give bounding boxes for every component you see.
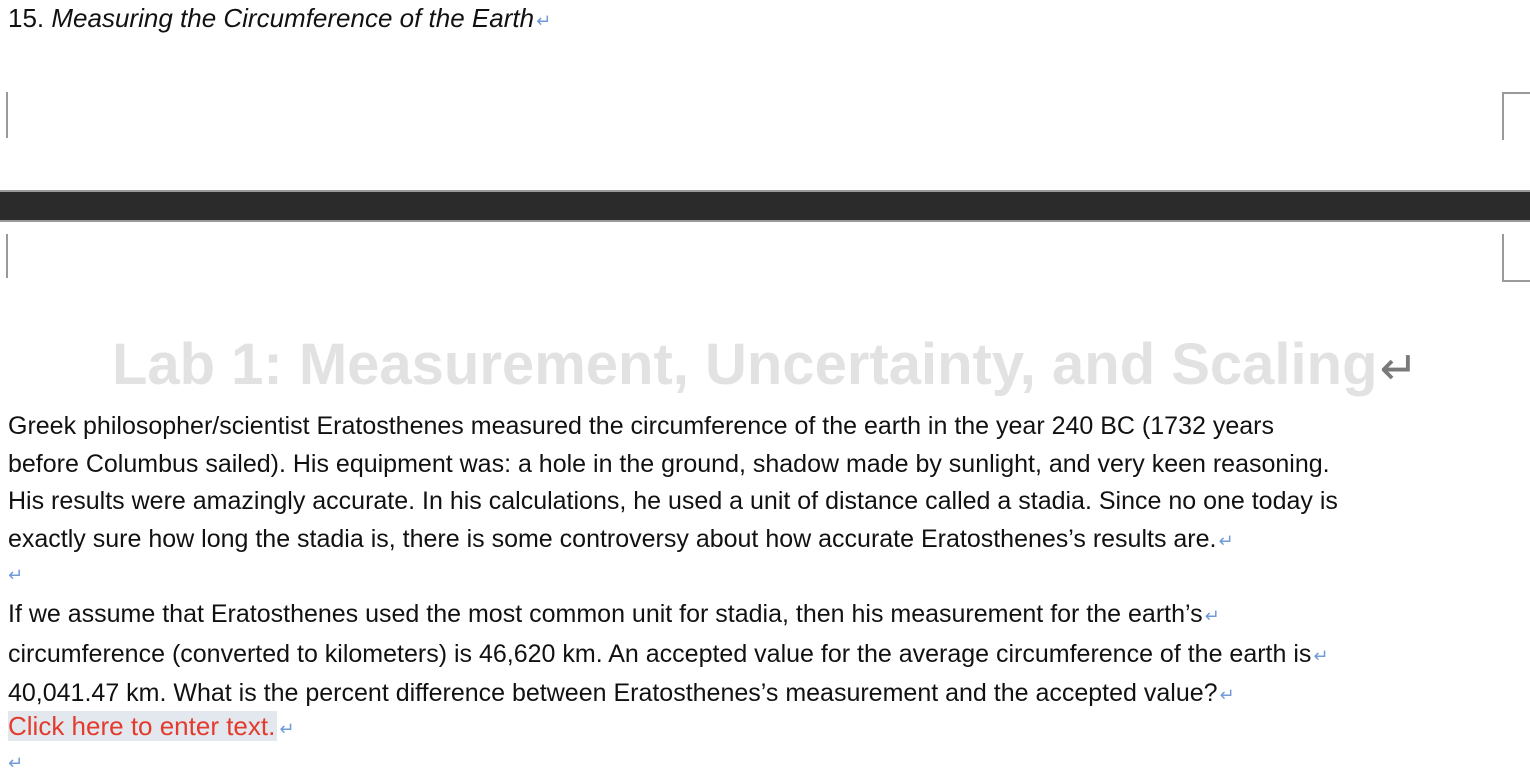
intro-paragraph xyxy=(8,408,1523,560)
empty-paragraph xyxy=(8,560,23,590)
empty-paragraph xyxy=(8,748,23,772)
paragraph-line: His results were amazingly accurate. In his calculations, he used a unit of distance called a stadia. Since no one today is xyxy=(8,487,1338,515)
question-heading xyxy=(8,2,551,37)
paragraph-line: before Columbus sailed). His equipment was: a hole in the ground, shadow made by sunlight, and very keen reasoning. xyxy=(8,449,1330,478)
paragraph-mark-icon: ↵ xyxy=(8,565,24,585)
paragraph-line: 40,041.47 km. What is the percent difference between Eratosthenes’s measurement and the accepted value? ↵ xyxy=(8,679,1235,707)
question-paragraph xyxy=(8,596,1523,715)
lab-title-text: Lab 1: Measurement, Uncertainty, and Scaling xyxy=(111,332,1378,397)
paragraph-line: Greek philosopher/scientist Eratosthenes measured the circumference of the earth in the year 240 BC (1732 years xyxy=(8,412,1274,440)
paragraph-mark-icon: ↵ xyxy=(536,11,552,31)
paragraph-line: exactly sure how long the stadia is, there is some controversy about how accurate Eratosthenes’s results are. ↵ xyxy=(8,524,1234,553)
paragraph-mark-icon: ↵ xyxy=(1219,685,1235,705)
paragraph-line: If we assume that Eratosthenes used the most common unit for stadia, then his measurement for the earth’s ↵ xyxy=(8,600,1220,628)
crop-mark-top-right xyxy=(1502,92,1530,140)
paragraph-mark-icon: ↵ xyxy=(1218,530,1234,551)
paragraph-mark-icon: ↵ xyxy=(8,753,24,772)
paragraph-mark-icon: ↵ xyxy=(1379,342,1419,394)
paragraph-line: circumference (converted to kilometers) is 46,620 km. An accepted value for the average circumference of the earth is ↵ xyxy=(8,639,1329,668)
answer-row xyxy=(8,708,294,744)
paragraph-mark-icon: ↵ xyxy=(1313,645,1329,666)
lab-title-header xyxy=(0,330,1530,403)
crop-mark-bottom-left xyxy=(0,234,8,278)
question-number: 15. xyxy=(8,3,45,33)
page-break-divider xyxy=(0,190,1530,222)
answer-text-field[interactable]: Click here to enter text. xyxy=(8,711,276,741)
paragraph-mark-icon: ↵ xyxy=(279,719,295,739)
crop-mark-bottom-right xyxy=(1502,234,1530,282)
question-title: Measuring the Circumference of the Earth xyxy=(51,3,535,33)
crop-mark-top-left xyxy=(0,92,8,138)
paragraph-mark-icon: ↵ xyxy=(1204,606,1220,626)
